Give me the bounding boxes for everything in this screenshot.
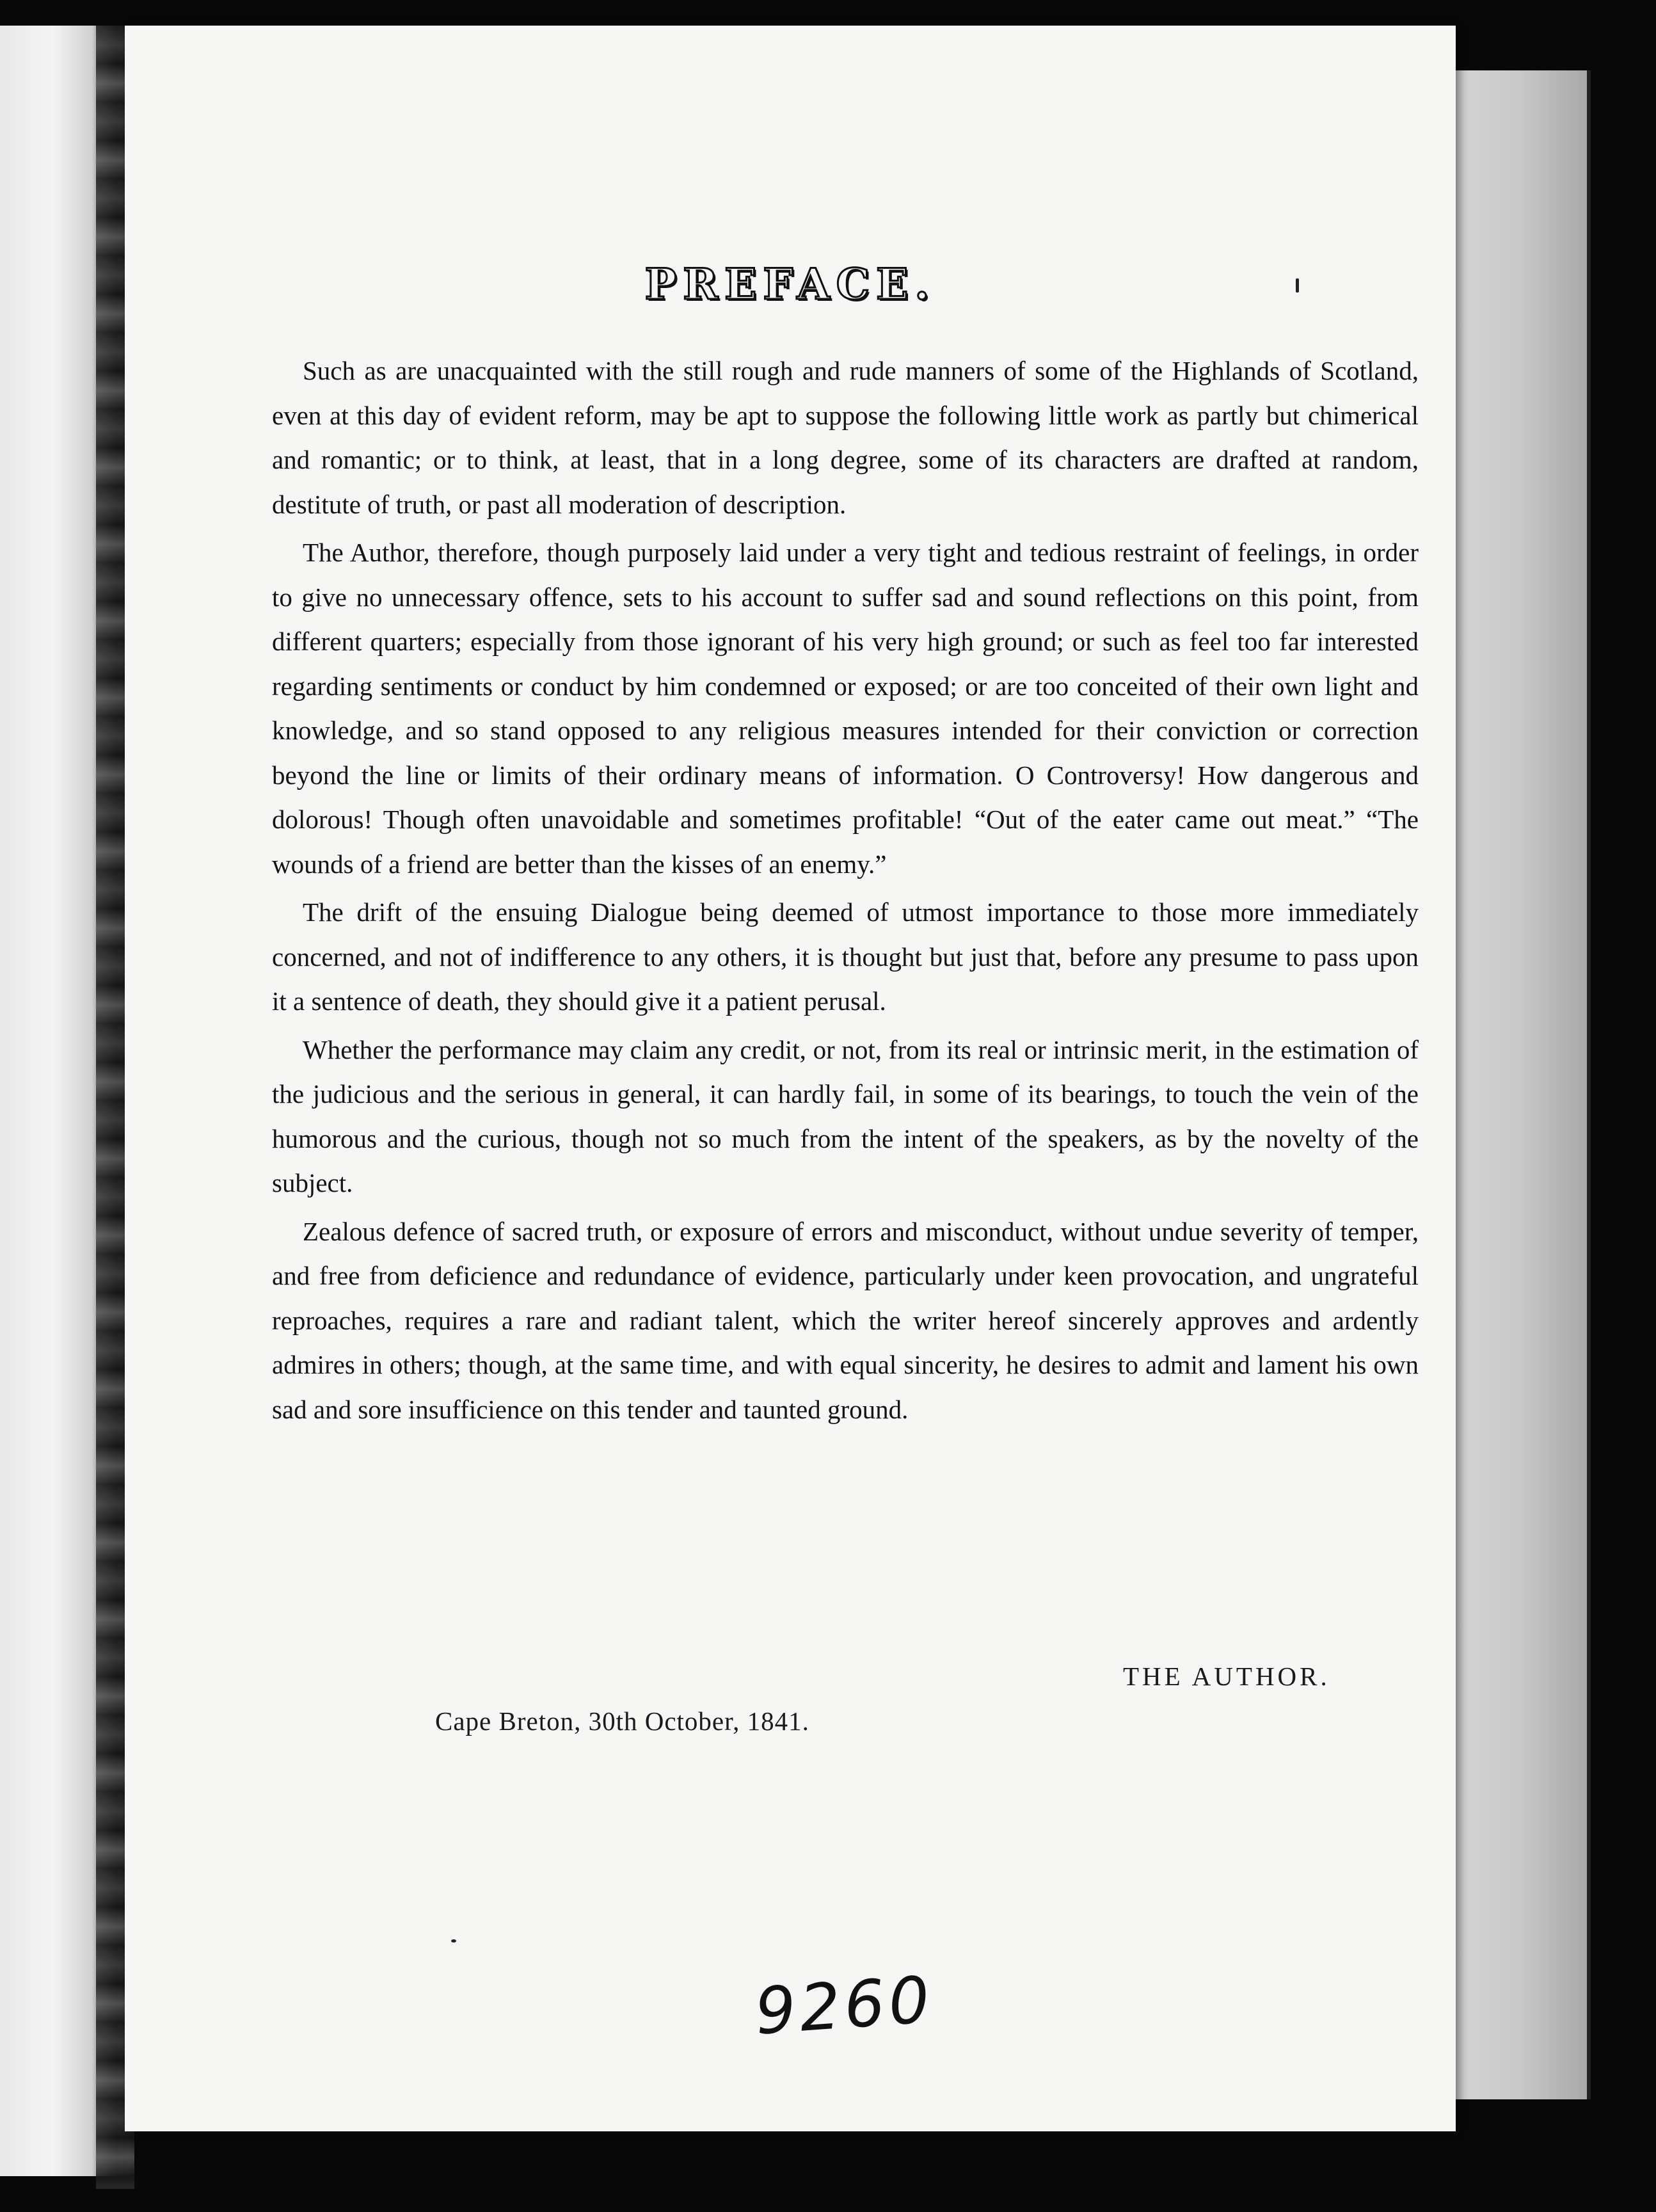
preface-page: [125, 26, 1456, 2131]
ink-speck: [1296, 278, 1299, 293]
preface-body: [272, 349, 1419, 1436]
paragraph-2: The Author, therefore, though purposely laid under a very tight and tedious restraint of feelings, in order to give no unnecessary offence, sets to his account to suffer sad and sound reflections on this point, from different quarters; especially from those ignorant of his very high ground; or such as feel too far interested regarding sentiments or conduct by him condemned or exposed; or are too conceited of their own light and knowledge, and so stand opposed to any religious measures intended for their conviction or correction beyond the line or limits of their ordinary means of information. O Controversy! How dangerous and dolorous! Though often unavoidable and sometimes profitable! “Out of the eater came out meat.” “The wounds of a friend are better than the kisses of an enemy.”: [272, 538, 1419, 879]
handwritten-shelf-number: 9260: [752, 1962, 936, 2049]
author-signature: THE AUTHOR.: [1123, 1662, 1330, 1691]
ink-speck: [451, 1939, 456, 1943]
page-title: PREFACE.: [644, 259, 936, 309]
paragraph-4: Whether the performance may claim any credit, or not, from its real or intrinsic merit, in the estimation of the judicious and the serious in general, it can hardly fail, in some of its bearings, to touch the vein of the humorous and the curious, though not so much from the intent of the speakers, as by the novelty of the subject.: [272, 1034, 1419, 1198]
paragraph-1: Such as are unacquainted with the still rough and rude manners of some of the Highlands of Scotland, even at this day of evident reform, may be apt to suppose the following little work as partly but chimerical and romantic; or to think, at least, that in a long degree, some of its characters are drafted at random, destitute of truth, or past all moderation of description.: [272, 356, 1419, 519]
paragraph-3: The drift of the ensuing Dialogue being deemed of utmost importance to those more immediately concerned, and not of indifference to any others, it is thought but just that, before any presume to pass upon it a sentence of death, they should give it a patient perusal.: [272, 897, 1419, 1016]
paragraph-5: Zealous defence of sacred truth, or exposure of errors and misconduct, without undue severity of temper, and free from deficience and redundance of evidence, particularly under keen provocation, and ungrateful reproaches, requires a rare and radiant talent, which the writer hereof sincerely approves and ardently admires in others; though, at the same time, and with equal sincerity, he desires to admit and lament his own sad and sore insufficience on this tender and taunted ground.: [272, 1216, 1419, 1424]
place-and-date: Cape Breton, 30th October, 1841.: [435, 1706, 809, 1736]
